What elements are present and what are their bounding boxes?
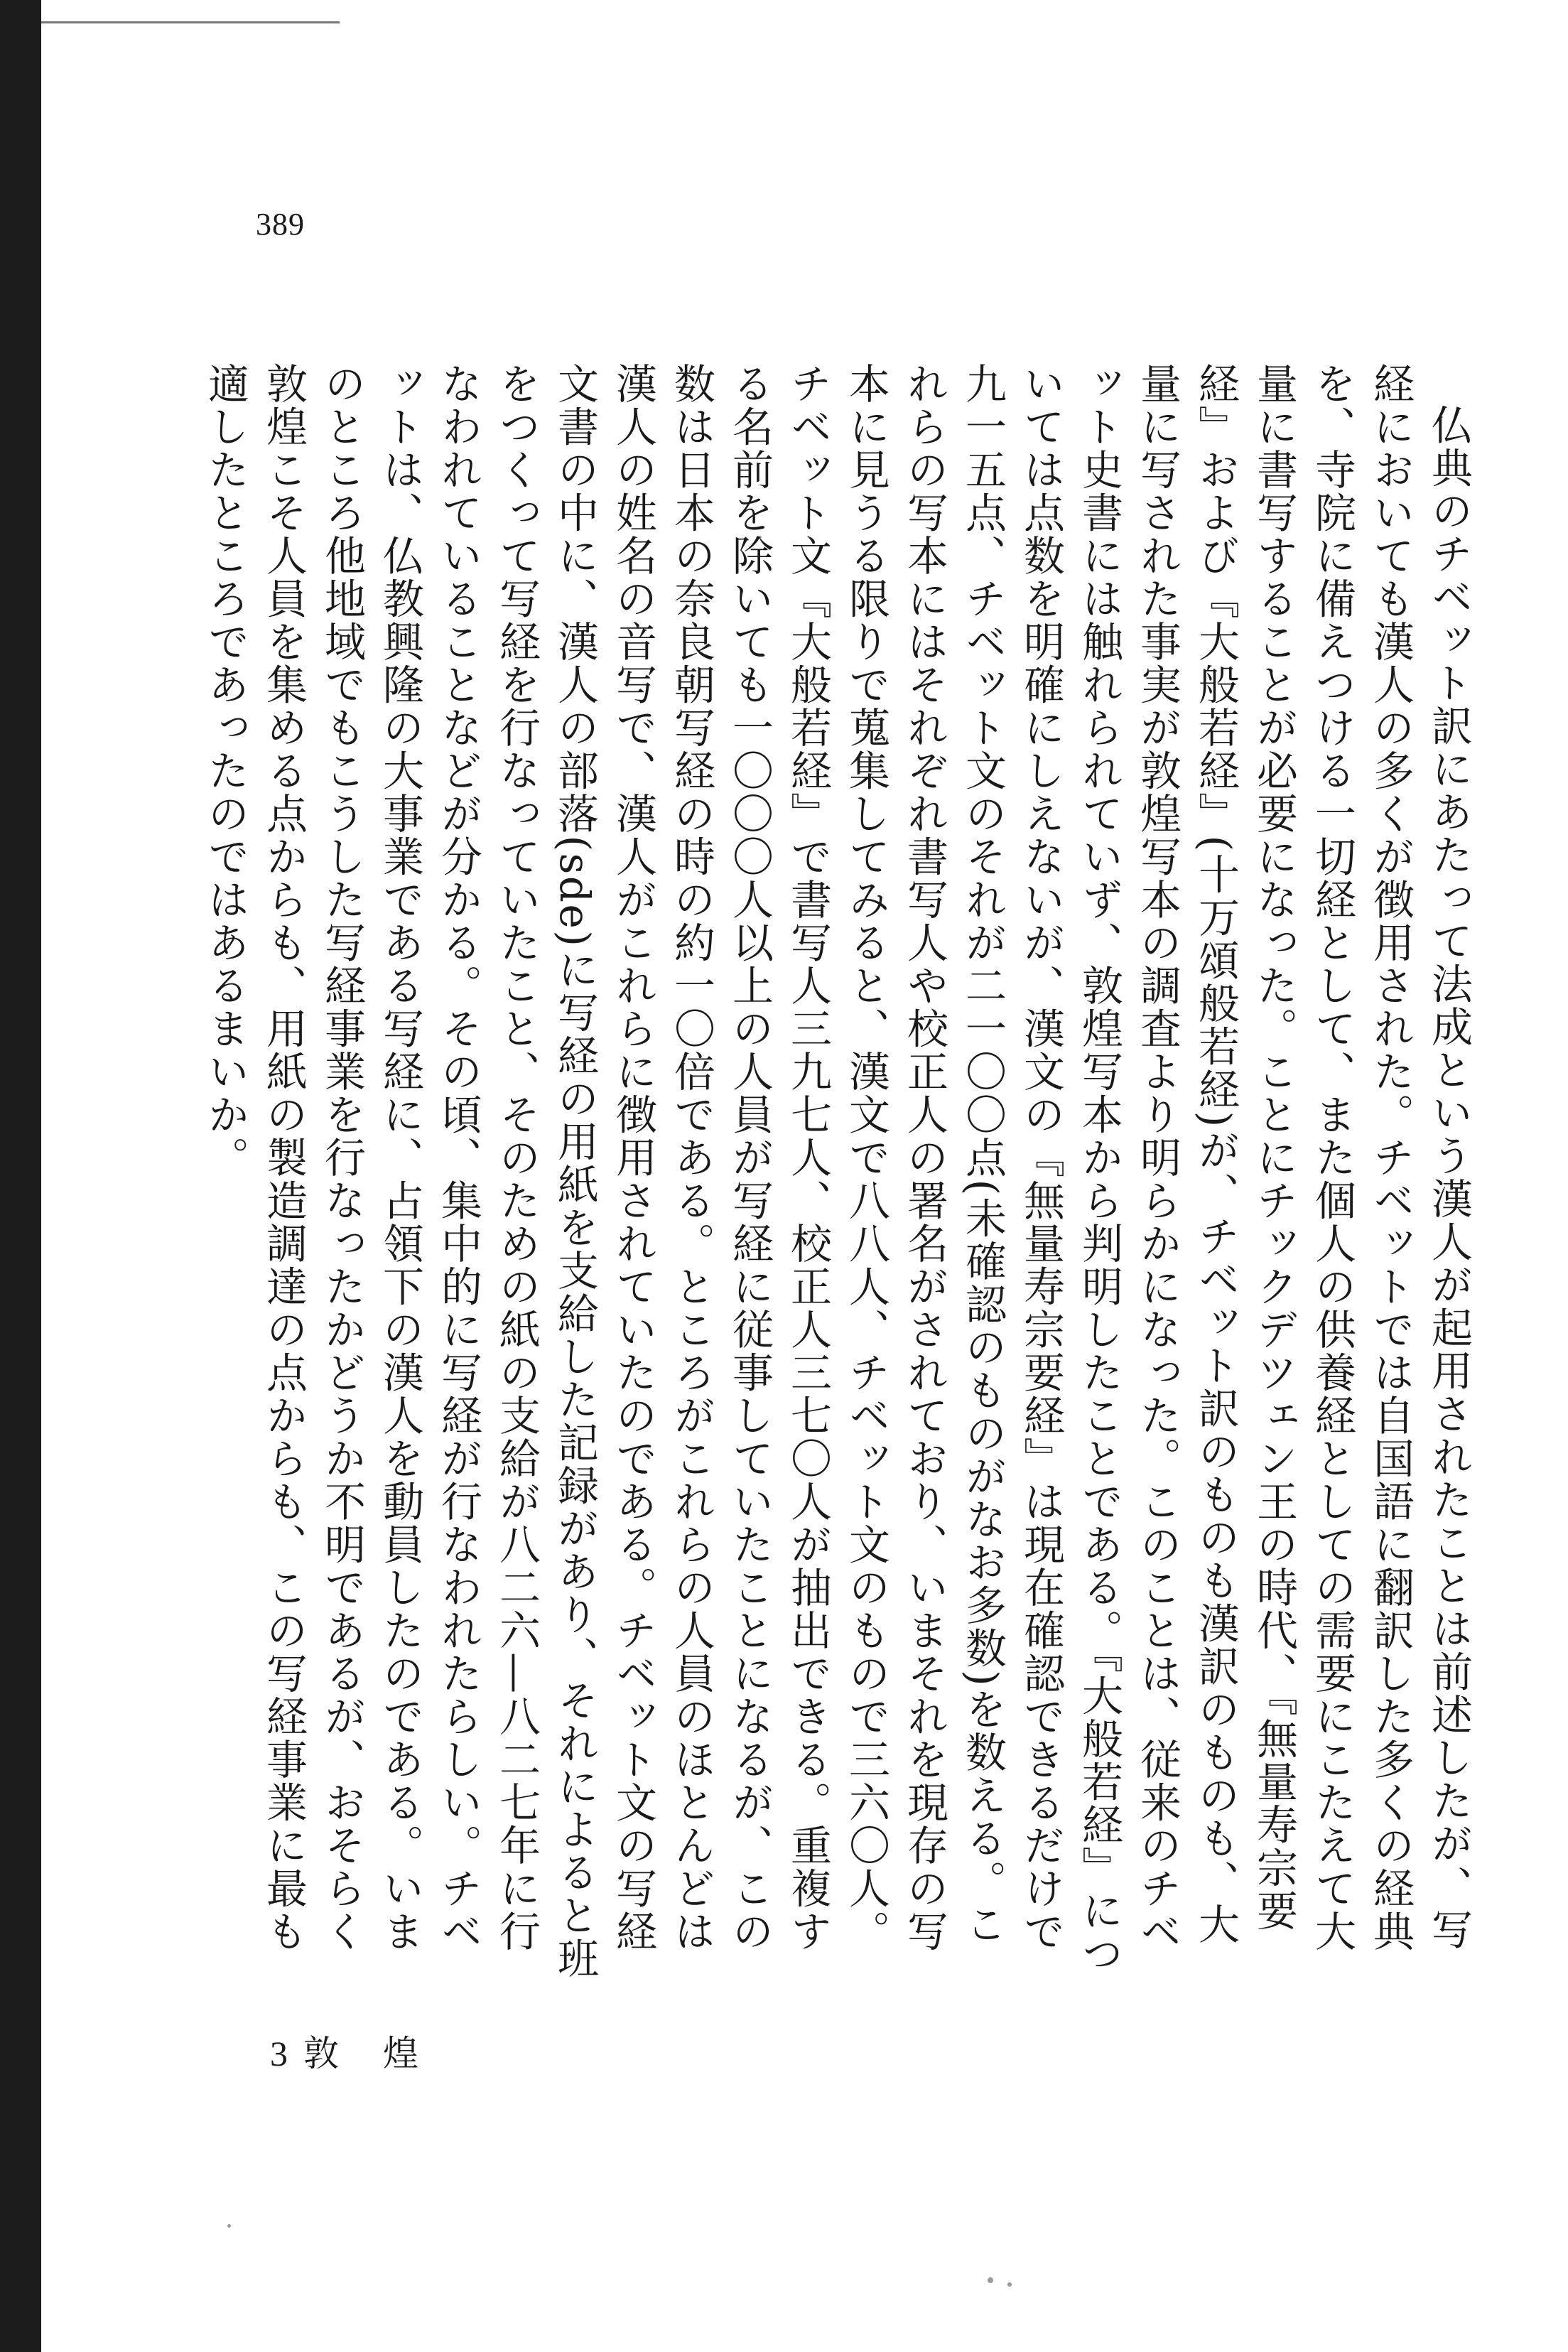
- body-text: [201, 362, 1478, 1983]
- page-number: 389: [256, 207, 305, 242]
- scan-border-top: [41, 21, 340, 23]
- scan-speck: [1007, 2282, 1012, 2287]
- section-number: 3: [270, 2034, 288, 2073]
- scan-border-left: [0, 0, 41, 2352]
- running-footer: [270, 2025, 463, 2076]
- scan-speck: [988, 2277, 993, 2283]
- scan-speck: [227, 2224, 231, 2228]
- body-paragraph: 仏典のチベット訳にあたって法成という漢人が起用されたことは前述したが、写経においても漢人の多くが徴用された。チベットでは自国語に翻訳した多くの経典を、寺院に備えつける一切経として、また個人の供養経としての需要にこたえて大量に書写することが必要になった。ことにチックデツェン王の時代、『無量寿宗要経』および『大般若経』(十万頌般若経)が、チベット訳のものも漢訳のものも、大量に写された事実が敦煌写本の調査より明らかになった。このことは、従来のチベット史書には触れられていず、敦煌写本から判明したことである。『大般若経』については点数を明確にしえないが、漢文の『無量寿宗要経』は現在確認できるだけで九一五点、チベット文のそれが二一〇〇点(未確認のものがなお多数)を数える。これらの写本にはそれぞれ書写人や校正人の署名がされており、いまそれを現存の写本に見うる限りで蒐集してみると、漢文で八八人、チベット文のもので三六〇人。チベット文『大般若経』で書写人三九七人、校正人三七〇人が抽出できる。重複する名前を除いても一〇〇〇人以上の人員が写経に従事していたことになるが、この数は日本の奈良朝写経の時の約一〇倍である。ところがこれらの人員のほとんどは漢人の姓名の音写で、漢人がこれらに徴用されていたのである。チベット文の写経文書の中に、漢人の部落(sde)に写経の用紙を支給した記録があり、それによると班をつくって写経を行なっていたこと、そのための紙の支給が八二六—八二七年に行なわれていることなどが分かる。その頃、集中的に写経が行なわれたらしい。チベットは、仏教興隆の大事業である写経に、占領下の漢人を動員したのである。いまのところ他地域でもこうした写経事業を行なったかどうか不明であるが、おそらく敦煌こそ人員を集める点からも、用紙の製造調達の点からも、この写経事業に最も適したところであったのではあるまいか。: [201, 362, 1473, 1980]
- section-title: 敦煌: [303, 2033, 463, 2074]
